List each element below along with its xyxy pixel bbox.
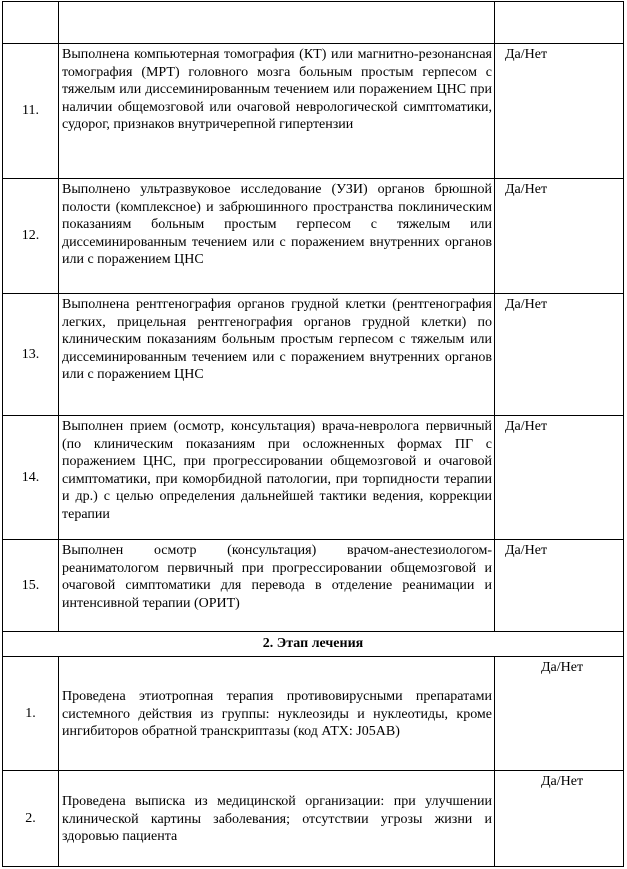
criterion-text: Выполнен прием (осмотр, консультация) врача-невролога первичный (по клиническим показаниям при осложненных формах ПГ с поражением ЦНС, при прогрессировании общемозговой и очаговой симптоматики, при коморбидной патологии, при торпидности терапии и др.) с целью определения дальнейшей тактики ведения, коррекции терапии — [59, 416, 495, 540]
table-row — [3, 540, 624, 632]
cell-answer — [495, 2, 624, 44]
criterion-text: Выполнено ультразвуковое исследование (УЗИ) органов брюшной полости (комплексное) и забрюшинного пространства поклиническим показаниям больным простым герпесом с тяжелым или диссеминированным течением или с поражением внутренних органов или с поражением ЦНС — [59, 179, 495, 294]
table-row — [3, 294, 624, 416]
answer-text: Да/Нет — [495, 294, 624, 416]
criterion-text: Проведена выписка из медицинской организации: при улучшении клинической картины заболевания; отсутствии угрозы жизни и здоровью пациента — [59, 771, 495, 867]
answer-text: Да/Нет — [495, 416, 624, 540]
cell-criterion — [59, 2, 495, 44]
section-title: 2. Этап лечения — [3, 632, 624, 657]
row-number: 13. — [3, 294, 59, 416]
table-row — [3, 657, 624, 771]
table-row-empty — [3, 2, 624, 44]
answer-text: Да/Нет — [495, 179, 624, 294]
table-row — [3, 416, 624, 540]
criterion-text: Выполнена компьютерная томография (КТ) или магнитно-резонансная томография (МРТ) головного мозга больным простым герпесом с тяжелым или диссеминированным течением или поражением ЦНС при наличии общемозговой или очаговой неврологической симптоматики, судорог, признаков внутричерепной гипертензии — [59, 44, 495, 179]
table-row — [3, 44, 624, 179]
criterion-text: Проведена этиотропная терапия противовирусными препаратами системного действия из группы: нуклеозиды и нуклеотиды, кроме ингибиторов обратной транскриптазы (код АТХ: J05AB) — [59, 657, 495, 771]
answer-text: Да/Нет — [495, 44, 624, 179]
answer-text: Да/Нет — [495, 771, 624, 867]
answer-text: Да/Нет — [495, 540, 624, 632]
table-row — [3, 771, 624, 867]
criterion-text: Выполнен осмотр (консультация) врачом-анестезиологом-реаниматологом первичный при прогрессировании общемозговой и очаговой симптоматики для перевода в отделение реанимации и интенсивной терапии (ОРИТ) — [59, 540, 495, 632]
cell-num — [3, 2, 59, 44]
row-number: 1. — [3, 657, 59, 771]
table-row — [3, 179, 624, 294]
section-header-row — [3, 632, 624, 657]
answer-text: Да/Нет — [495, 657, 624, 771]
row-number: 14. — [3, 416, 59, 540]
criterion-text: Выполнена рентгенография органов грудной клетки (рентгенография легких, прицельная рентгенография органов грудной клетки) по клиническим показаниям больным простым герпесом с тяжелым или диссеминированным течением или с поражением внутренних органов или с поражением ЦНС — [59, 294, 495, 416]
criteria-table — [2, 1, 624, 867]
row-number: 15. — [3, 540, 59, 632]
row-number: 12. — [3, 179, 59, 294]
row-number: 2. — [3, 771, 59, 867]
row-number: 11. — [3, 44, 59, 179]
